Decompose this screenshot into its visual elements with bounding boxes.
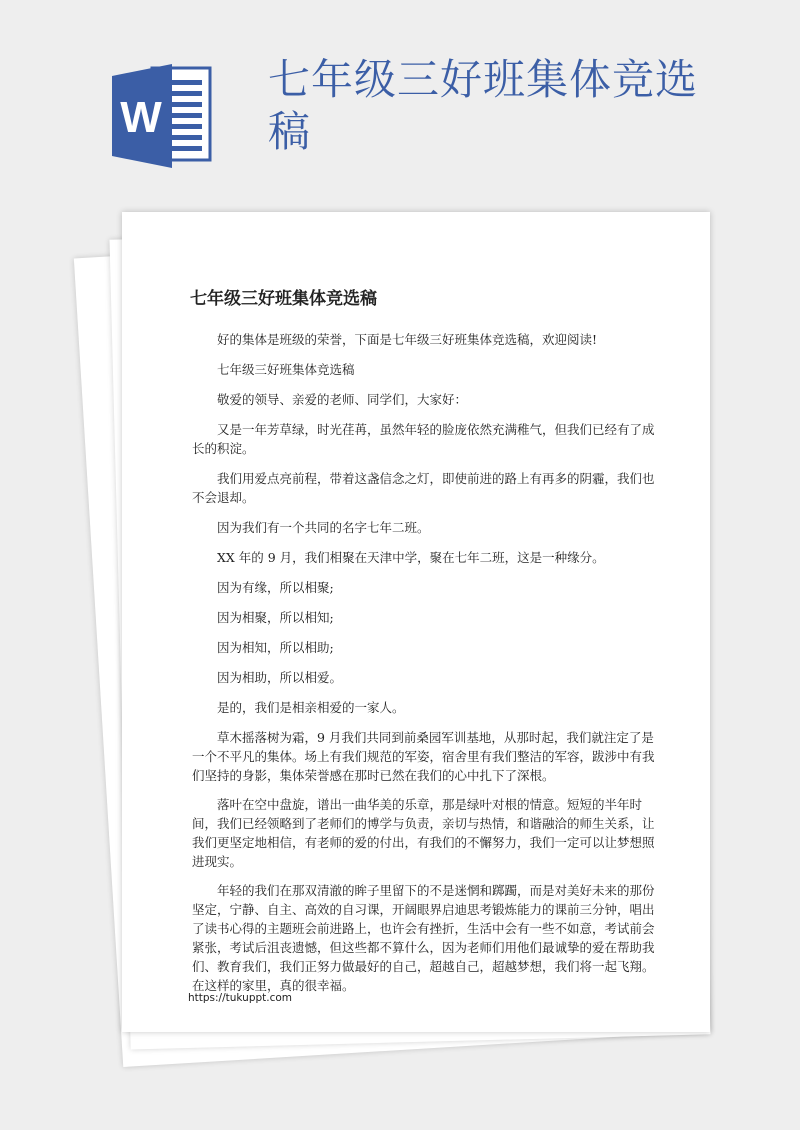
paragraph-line-3: 因为相知，所以相助;	[217, 640, 334, 655]
paragraph-intro: 好的集体是班级的荣誉，下面是七年级三好班集体竞选稿，欢迎阅读!	[217, 332, 598, 347]
paragraph-line-2: 因为相聚，所以相知;	[217, 610, 334, 625]
word-document-icon	[110, 62, 218, 170]
paragraph-line-4: 因为相助，所以相爱。	[217, 670, 343, 685]
paragraph-subtitle: 七年级三好班集体竞选稿	[217, 362, 355, 377]
page-header-title: 七年级三好班集体竞选稿	[268, 55, 699, 156]
paragraph-line-1: 因为有缘，所以相聚;	[217, 580, 334, 595]
paragraph-military-training: 草木摇落树为霜，9 月我们共同到前桑园军训基地，从那时起，我们就注定了是一个不平凡的集体。场上有我们规范的军姿，宿舍里有我们整洁的军容，跋涉中有我们坚持的身影，集体荣誉感在那时已然在我们的心中扎下了深根。	[192, 730, 655, 783]
paragraph-teachers: 落叶在空中盘旋，谱出一曲华美的乐章，那是绿叶对根的情意。短短的半年时间，我们已经领略到了老师们的博学与负责，亲切与热情，和谐融洽的师生关系，让我们更坚定地相信，有老师的爱的付出，有我们的不懈努力，我们一定可以让梦想照进现实。	[192, 797, 655, 869]
paragraph-greeting: 敬爱的领导、亲爱的老师、同学们，大家好：	[217, 392, 468, 407]
document-title: 七年级三好班集体竞选稿	[190, 289, 377, 309]
document-body	[192, 330, 664, 995]
document-page	[122, 212, 710, 1032]
footer-url[interactable]: https://tukuppt.com	[188, 992, 293, 1004]
paragraph-growth: 又是一年芳草绿，时光荏苒，虽然年轻的脸庞依然充满稚气，但我们已经有了成长的积淀。	[192, 422, 655, 456]
paragraph-meeting: XX 年的 9 月，我们相聚在天津中学，聚在七年二班，这是一种缘分。	[217, 550, 605, 565]
paragraph-class-name: 因为我们有一个共同的名字七年二班。	[217, 520, 430, 535]
paragraph-courage: 我们用爱点亮前程，带着这盏信念之灯，即使前进的路上有再多的阴霾，我们也不会退却。	[192, 471, 655, 505]
paragraph-family: 是的，我们是相亲相爱的一家人。	[217, 700, 405, 715]
word-icon-letter: W	[120, 93, 162, 142]
paragraph-future: 年轻的我们在那双清澈的眸子里留下的不是迷惘和踯躅，而是对美好未来的那份坚定，宁静、自主、高效的自习课，开阔眼界启迪思考锻炼能力的课前三分钟，唱出了读书心得的主题班会前进路上，也许会有挫折，生活中会有一些不如意，考试前会紧张，考试后沮丧遗憾，但这些都不算什么，因为老师们用他们最诚挚的爱在帮助我们、教育我们，我们正努力做最好的自己，超越自己，超越梦想，我们将一起飞翔。在这样的家里，真的很幸福。	[192, 883, 655, 993]
